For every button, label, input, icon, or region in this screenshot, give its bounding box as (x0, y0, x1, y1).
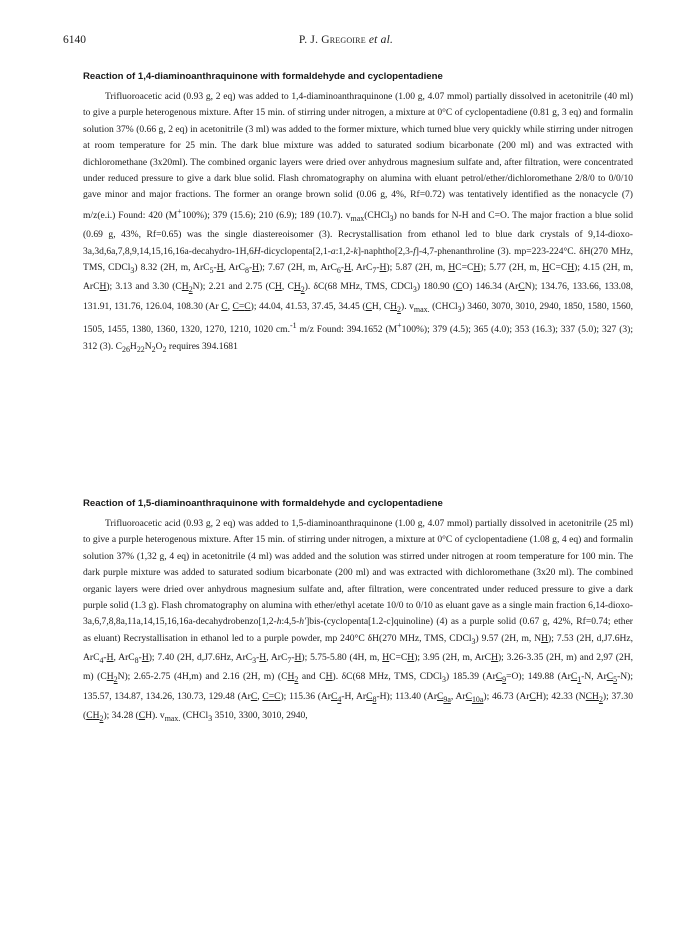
text: H (253, 245, 261, 257)
text: H (259, 652, 267, 664)
text: (CHCl (180, 710, 209, 722)
text: ). δC(68 MHz, TMS, CDCl (332, 671, 443, 683)
text: 3 (130, 266, 135, 276)
text: 8 (245, 266, 249, 276)
text: 5 (209, 266, 214, 276)
text: H (448, 262, 456, 274)
text: 100%); 379 (4.5); 365 (4.0); 353 (16.3); 337 (5.0); 327 (3); 312 (3). C (83, 324, 633, 352)
text: 10a (471, 694, 484, 704)
text: and C (298, 671, 326, 683)
text: 2 (598, 694, 603, 704)
text: C (495, 671, 503, 683)
text: max. (413, 304, 430, 314)
text: 2 (99, 714, 104, 723)
text: 2 (113, 675, 118, 685)
text: H (287, 671, 295, 683)
text: C (437, 690, 444, 702)
text: C (138, 710, 146, 722)
text: ); 5.87 (2H, m, (386, 262, 449, 274)
text: ); 44.04, 41.53, 37.45, 34.45 ( (250, 300, 366, 312)
text: -1 (289, 321, 297, 331)
text: , (257, 690, 263, 702)
text: H (379, 262, 387, 274)
text: 3 (457, 304, 462, 314)
text: 22 (136, 344, 145, 354)
text: C (366, 690, 373, 702)
text: N (144, 340, 152, 352)
text: 8 (134, 656, 139, 666)
text: (CHCl (429, 300, 458, 312)
text: h (276, 616, 282, 628)
text: , ArC (223, 262, 245, 274)
text: 1 (577, 675, 582, 685)
text: ); 7.40 (2H, d,J7.6Hz, ArC (148, 652, 253, 664)
text: C (585, 690, 593, 702)
section-2 (83, 496, 633, 727)
section-1-body (83, 89, 633, 358)
text: ) 9.57 (2H, m, N (475, 632, 542, 644)
text: C (465, 690, 472, 702)
page-number: 6140 (63, 34, 86, 46)
text: C (330, 690, 338, 702)
text: , (227, 300, 233, 312)
text: C (232, 300, 239, 312)
text: C=C (549, 262, 568, 274)
text: ]bis-(cyclopenta[1.2-c]quinoline) (4) as a purple solid (0.67 g, 42%, Rf=0.74; ether as eluant) Recrystallisation in ethanol led to a purple powder, mp 240°C δH(270 MHz, TMS, CDCl (83, 616, 633, 644)
text: N); 2.65-2.75 (4H,m) and 2.16 (2H, m) (C (117, 671, 288, 683)
text: C=C (389, 652, 408, 664)
text: :1,2- (335, 245, 354, 257)
text: C (365, 300, 372, 312)
text: m/z Found: 394.1652 (M (296, 324, 398, 336)
text: H (491, 652, 498, 664)
running-title (0, 34, 692, 46)
text: C (606, 671, 614, 683)
text: H (92, 710, 100, 722)
text: - (248, 262, 253, 274)
text: ); 7.67 (2H, m, ArC (259, 262, 337, 274)
text: C=C (455, 262, 474, 274)
text: 3 (208, 714, 213, 723)
text: ) no bands for N-H and C=O. The major fraction a blue solid (0.69 g, 43%, Rf=0.65) was the single diastereoisomer (3). Recrystallisation from ethanol led to blue dark crystals of 9,14-dioxo-3a,3d,6a,7,8,9,14,15,16,16a-decahydro-1H,6 (83, 210, 634, 257)
text: + (177, 206, 182, 216)
text: H (129, 340, 137, 352)
text: C (570, 671, 578, 683)
text: ]-4,7-phenanthroline (3). mp=223-224°C. δH(270 MHz, TMS, CDCl (83, 245, 633, 274)
text: , ArC (350, 262, 373, 274)
text: =O); 149.88 (Ar (506, 671, 571, 683)
text: 4 (337, 694, 342, 704)
text: 6 (336, 266, 341, 276)
text: 5 (613, 675, 618, 685)
text: H (592, 690, 599, 702)
text: C (250, 690, 258, 702)
running-title-suffix: et al. (365, 34, 394, 46)
text: H (294, 652, 302, 664)
text: , Ar (450, 690, 466, 702)
text: max (350, 213, 365, 223)
text: H (390, 300, 398, 312)
text: , C (281, 281, 294, 293)
text: 3510, 3300, 3010, 2940, (212, 710, 308, 722)
text: Trifluoroacetic acid (0.93 g, 2 eq) was added to 1,4-diaminoanthraquinone (1.00 g, 4.07 mmol) partially dissolved in acetonitrile (40 ml) to give a purple heterogenous mixture. After 15 min. of stirring under nitrogen, a mixture at 0°C of cyclopentadiene (0.81 g, 3 eq) and formalin solution 37% (0.66 g, 2 eq) in acetonitrile (3 ml) was added to the former mixture, which turned blue very quickly while stirring under nitrogen at room temperature for 25 min. The dark blue mixture was added to saturated sodium bicarbonate (200 ml) and was extracted with dichloromethane (3x20ml). The combined organic layers were dried over anhydrous magnesium sulfate and, after filtration, were concentrated under reduced pressure to give a dark blue solid. Flash chromatography on alumina with eluant petrol/ether/dichloromethane 2/8/0 to 0/0/10 gave minor and major fractions. The former an orange brown solid (0.06 g, 4%, Rf=0.72) was tentatively identified as the nonacycle (7) m/z(e.i.) Found: 420 (M (83, 91, 633, 222)
text: -N); 135.57, 134.87, 134.26, 130.73, 129.48 (Ar (83, 671, 633, 702)
text: h' (299, 616, 307, 628)
text: a (330, 245, 336, 257)
text: 9a (443, 694, 451, 704)
text: C (455, 281, 463, 293)
text: max. (164, 714, 181, 723)
text: -H); 113.40 (Ar (376, 690, 437, 702)
section-2-body (83, 516, 633, 727)
text: ) 180.90 ( (416, 281, 456, 293)
text: :4,5- (281, 616, 300, 628)
text: H (325, 671, 333, 683)
text: ) 3460, 3070, 3010, 2940, 1850, 1580, 1560, 1505, 1455, 1380, 1360, 1320, 1270, 1210, 1020 cm. (83, 300, 634, 336)
text: ]-naphtho[2,3- (357, 245, 414, 257)
text: ) 185.39 (Ar (445, 671, 496, 683)
text: 2 (151, 344, 156, 354)
text: ); 3.26-3.35 (2H, m) and 2,97 (2H, m) (C (83, 652, 634, 683)
text: C (518, 281, 525, 293)
text: ); 3.13 and 3.30 (C (106, 281, 182, 293)
text: 4 (99, 656, 104, 666)
text: H (382, 652, 390, 664)
text: 3 (442, 675, 446, 685)
running-title-prefix: P. J. (298, 34, 322, 46)
text: 8 (372, 694, 377, 704)
text: ). v (401, 300, 414, 312)
text: 3 (389, 213, 394, 223)
text: -H, Ar (341, 690, 367, 702)
text: H (106, 671, 114, 683)
text: H (181, 281, 189, 293)
text: 2 (188, 285, 193, 295)
text: H (567, 262, 575, 274)
text: - (376, 262, 380, 274)
text: k (353, 245, 358, 257)
section-1-title: Reaction of 1,4-diaminoanthraquinone with formaldehyde and cyclopentadiene (83, 71, 443, 82)
text: H). v (145, 710, 165, 722)
text: H (293, 281, 301, 293)
text: H (344, 262, 351, 274)
text: 3 (252, 656, 257, 666)
text: -N, Ar (581, 671, 607, 683)
text: C (221, 300, 228, 312)
text: , ArC (266, 652, 288, 664)
text: 2 (294, 675, 299, 685)
text: ); 3.95 (2H, m, ArC (414, 652, 492, 664)
running-title-author: Gregoire (321, 34, 366, 46)
text: - (103, 652, 107, 664)
text: H (99, 281, 107, 293)
text: (CHCl (364, 210, 390, 222)
section-2-title: Reaction of 1,5-diaminoanthraquinone with formaldehyde and cyclopentadiene (83, 498, 443, 509)
text: 2 (300, 285, 305, 295)
text: , ArC (113, 652, 135, 664)
text: 2 (162, 344, 167, 354)
text: H, C (371, 300, 391, 312)
text: ); 115.36 (Ar (280, 690, 331, 702)
text: ); 5.77 (2H, m, (480, 262, 543, 274)
text: H (275, 281, 282, 293)
text: H (252, 262, 260, 274)
text: O) 146.34 (Ar (462, 281, 519, 293)
text: f (413, 245, 416, 257)
text: ); 5.75-5.80 (4H, m, (301, 652, 383, 664)
text: ). δC(68 MHz, TMS, CDCl (304, 281, 413, 293)
text: 2 (397, 304, 402, 314)
text: 26 (121, 344, 130, 354)
text: 7 (372, 266, 377, 276)
text: 3 (412, 285, 417, 295)
text: + (397, 321, 402, 331)
text: = (238, 300, 245, 312)
text: ); 37.30 ( (83, 690, 633, 722)
text: ); 7.53 (2H, d,J7.6Hz, ArC (83, 632, 634, 664)
text: C (244, 300, 251, 312)
text: 100%); 379 (15.6); 210 (6.9); 189 (10.7). v (181, 210, 351, 222)
text: - (340, 262, 345, 274)
text: 7 (287, 656, 292, 666)
text: H (541, 632, 549, 644)
text: - (213, 262, 217, 274)
text: N); 134.76, 133.66, 133.08, 131.91, 131.76, 126.04, 108.30 (Ar (83, 281, 633, 312)
text: H (141, 652, 149, 664)
text: - (138, 652, 142, 664)
section-1 (83, 69, 633, 358)
text: C (86, 710, 93, 722)
text: 3 (471, 636, 476, 646)
text: Trifluoroacetic acid (0.93 g, 2 eq) was added to 1,5-diaminoanthraquinone (1.00 g, 4.07 mmol) partially dissolved in acetonitrile (25 ml) to give a purple heterogenous mixture. After 15 min. of stirring under nitrogen, a mixture at 0°C of cyclopentadiene (1.08 g, 4 eq) and formalin solution 37% (1,32 g, 4 eq) in acetonitrile (4 ml) was added and the solution was stirred under nitrogen at room temperature for 100 min. The dark purple mixture was added to saturated sodium bicarbonate (200 ml) and was extracted with dichloromethane (3x20 ml). The combined organic layers were dried over anhydrous magnesium sulfate and, after filtration, were concentrated under reduced pressure to give a dark purple solid (1.3 g). Flash chromatography on alumina with ether/ethyl acetate 10/0 to 0/10 as eluant gave as a single main fraction 6,14-dioxo-3a,6,7,8,8a,11a,14,15,16,16a-decahydrobenzo[1,2- (83, 518, 633, 628)
text: H (542, 262, 550, 274)
text: 9 (502, 675, 507, 685)
text: O (155, 340, 163, 352)
text: H (106, 652, 114, 664)
text: H (407, 652, 415, 664)
text: ); 34.28 ( (103, 710, 139, 722)
text: ); 46.73 (Ar (483, 690, 530, 702)
text: requires 394.1681 (166, 340, 238, 352)
text: N); 2.21 and 2.75 (C (192, 281, 275, 293)
text: H (473, 262, 481, 274)
text: - (291, 652, 295, 664)
text: ) 8.32 (2H, m, ArC (134, 262, 210, 274)
text: ); 4.15 (2H, m, ArC (83, 262, 633, 293)
text: C (274, 690, 281, 702)
text: H (216, 262, 224, 274)
text: C (262, 690, 269, 702)
text: - (256, 652, 260, 664)
text: = (268, 690, 275, 702)
text: -dicyclopenta[2,1- (260, 245, 331, 257)
text: C (529, 690, 536, 702)
text: H); 42.33 (N (535, 690, 586, 702)
